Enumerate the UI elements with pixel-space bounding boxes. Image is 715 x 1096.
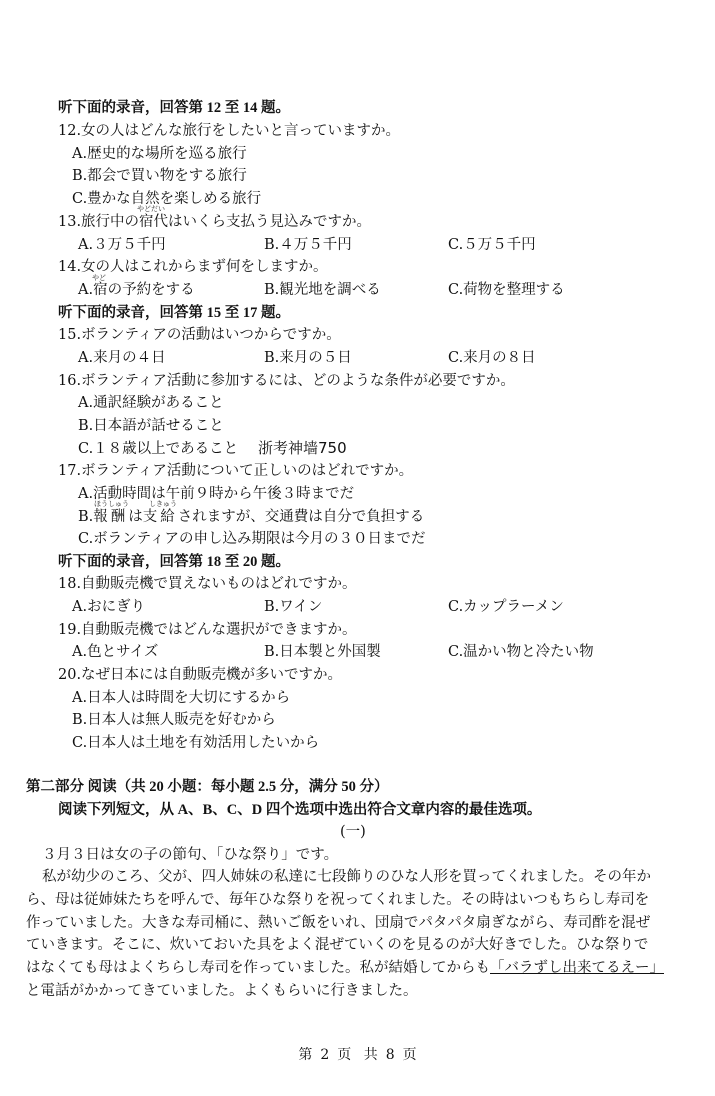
- passage-line-1: ３月３日は女の子の節句、「ひな祭り」です。: [42, 847, 339, 863]
- total-label: 共: [363, 1047, 378, 1063]
- question-16-stem: 16.ボランティア活動に参加するには、どのような条件が必要ですか。: [58, 373, 515, 389]
- passage-line-2: 私が幼少のころ、父が、四人姉妹の私達に七段飾りのひな人形を買ってくれました。その年か: [42, 869, 651, 885]
- option-b-prefix: B.: [78, 509, 94, 525]
- particle-wa: は: [128, 509, 143, 525]
- question-15-option-c: C.来月の８日: [448, 350, 536, 366]
- question-13-option-c: C.５万５千円: [448, 237, 536, 253]
- question-17-option-b: [78, 507, 424, 527]
- option-b-rest: されますが、交通費は自分で負担する: [177, 509, 425, 525]
- question-19-stem: 19.自動販売機ではどんな選択ができますか。: [58, 622, 357, 638]
- instruction-18-20: 听下面的录音，回答第 18 至 20 题。: [58, 554, 290, 570]
- question-20-option-c: C.日本人は土地を有効活用したいから: [72, 735, 320, 751]
- reading-section-title: 第二部分 阅读（共 20 小题：每小题 2.5 分，满分 50 分）: [26, 779, 389, 795]
- question-14-ruby: やど: [92, 274, 106, 282]
- passage-line-7: と電話がかかってきていました。よくもらいに行きました。: [26, 983, 418, 999]
- question-12-option-c: C.豊かな自然を楽しめる旅行: [72, 191, 262, 207]
- question-18-option-c: C.カップラーメン: [448, 599, 564, 615]
- question-14-option-c: C.荷物を整理する: [448, 282, 565, 298]
- reading-instruction: 阅读下列短文，从 A、B、C、D 四个选项中选出符合文章内容的最佳选项。: [58, 802, 542, 818]
- total-pages: 8: [385, 1047, 395, 1063]
- question-16-option-a: A.通訳経験があること: [78, 395, 224, 411]
- question-20-option-a: A.日本人は時間を大切にするから: [72, 690, 291, 706]
- question-17-ruby-2: しきゅう: [149, 500, 177, 508]
- question-13-option-b: B.４万５千円: [264, 237, 352, 253]
- question-15-option-a: A.来月の４日: [78, 350, 166, 366]
- question-17-option-a: A.活動時間は午前９時から午後３時までだ: [78, 486, 355, 502]
- question-14-option-b: B.観光地を調べる: [264, 282, 381, 298]
- question-20-option-b: B.日本人は無人販売を好むから: [72, 712, 276, 728]
- watermark-note: 浙考神墙750: [258, 439, 347, 457]
- passage-line-4: 作っていました。大きな寿司桶に、熱いご飯をいれ、団扇でパタパタ扇ぎながら、寿司酢を混ぜ: [26, 915, 651, 931]
- question-19-option-b: B.日本製と外国製: [264, 644, 381, 660]
- passage-line-6-text: はなくても母はよくちらし寿司を作っていました。私が結婚してからも: [26, 960, 490, 976]
- question-17-ruby-1: ほうしゅう: [94, 500, 129, 508]
- passage-line-3: ら、母は従姉妹たちを呼んで、毎年ひな祭りを祝ってくれました。その時はいつもちらし寿司を: [26, 892, 650, 908]
- question-18-option-a: A.おにぎり: [72, 599, 146, 615]
- question-14-option-a: A.宿の予約をする: [78, 282, 195, 298]
- word-shikyuu: 支給: [142, 509, 178, 525]
- question-16-option-c: C.１８歳以上であること: [78, 441, 239, 457]
- question-18-option-b: B.ワイン: [264, 599, 323, 615]
- question-12-option-b: B.都会で買い物をする旅行: [72, 168, 247, 184]
- instruction-12-14: 听下面的录音，回答第 12 至 14 题。: [58, 100, 290, 116]
- question-17-stem: 17.ボランティア活動について正しいのはどれですか。: [58, 463, 414, 479]
- question-18-stem: 18.自動販売機で買えないものはどれですか。: [58, 576, 357, 592]
- page-label: 第: [298, 1047, 313, 1063]
- total-unit: 页: [402, 1047, 417, 1063]
- passage-line-6: [26, 958, 664, 978]
- word-houshuu: 報酬: [93, 509, 129, 525]
- question-13-ruby: やどだい: [137, 205, 165, 213]
- underlined-quote: 「バラずし出来てるえー」: [490, 960, 664, 976]
- question-19-option-c: C.温かい物と冷たい物: [448, 644, 594, 660]
- question-15-option-b: B.来月の５日: [264, 350, 352, 366]
- question-17-option-c: C.ボランティアの申し込み期限は今月の３０日までだ: [78, 531, 426, 547]
- passage-line-5: ていきます。そこに、炊いておいた具をよく混ぜていくのを見るのが大好きでした。ひな祭りで: [26, 937, 649, 953]
- instruction-15-17: 听下面的录音，回答第 15 至 17 题。: [58, 305, 290, 321]
- page-unit: 页: [337, 1047, 352, 1063]
- page-number: 2: [320, 1047, 330, 1063]
- question-16-option-b: B.日本語が話せること: [78, 418, 224, 434]
- question-13-option-a: A.３万５千円: [78, 237, 166, 253]
- question-19-option-a: A.色とサイズ: [72, 644, 159, 660]
- question-20-stem: 20.なぜ日本には自動販売機が多いですか。: [58, 667, 343, 683]
- question-14-stem: 14.女の人はこれからまず何をしますか。: [58, 259, 328, 275]
- question-12-stem: 12.女の人はどんな旅行をしたいと言っていますか。: [58, 123, 401, 139]
- question-13-stem: 13.旅行中の宿代はいくら支払う見込みですか。: [58, 214, 372, 230]
- page-footer: [0, 1044, 715, 1064]
- passage-number: (一): [340, 824, 366, 840]
- question-15-stem: 15.ボランティアの活動はいつからですか。: [58, 327, 341, 343]
- question-12-option-a: A.歴史的な場所を巡る旅行: [72, 146, 247, 162]
